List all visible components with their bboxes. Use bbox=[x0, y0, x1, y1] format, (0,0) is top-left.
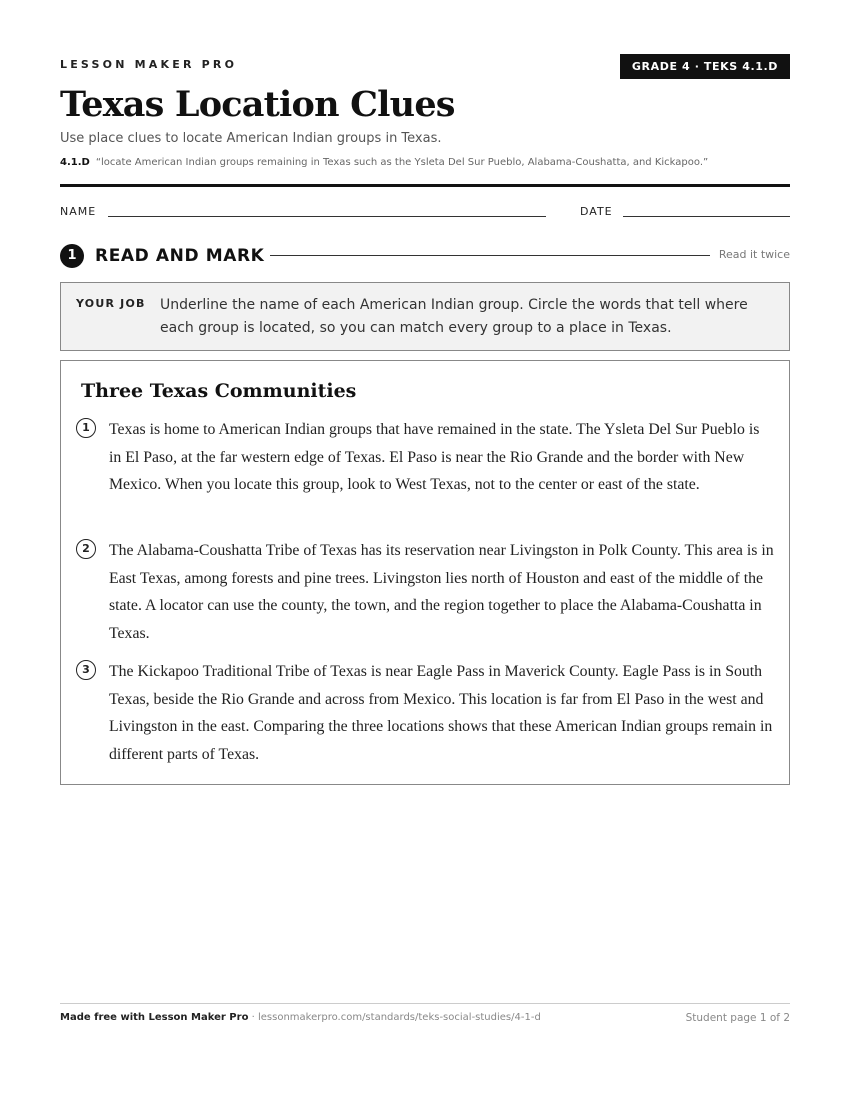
section-divider bbox=[270, 255, 710, 256]
standard-code: 4.1.D bbox=[60, 157, 90, 168]
paragraph-text[interactable]: The Kickapoo Traditional Tribe of Texas is near Eagle Pass in Maverick County. Eagle Pass is in South Texas, beside the Rio Grande and across from Mexico. This location is far from El Paso in the west and Livingston in the east. Comparing the three locations shows that these American Indian groups remain in different parts of Texas. bbox=[109, 663, 773, 763]
name-label: NAME bbox=[60, 205, 97, 218]
paragraph-text[interactable]: The Alabama-Coushatta Tribe of Texas has its reservation near Livingston in Polk County. This area is in East Texas, among forests and pine trees. Livingston lies north of Houston and east of the middle of the state. A locator can use the county, the town, and the region together to place the Alabama-Coushatta in Texas. bbox=[109, 542, 774, 642]
reading-passage bbox=[60, 360, 790, 785]
job-instructions-box bbox=[60, 282, 790, 351]
date-label: DATE bbox=[580, 205, 613, 218]
section-note: Read it twice bbox=[718, 248, 790, 261]
footer-credit bbox=[60, 1012, 541, 1023]
standard-text: “locate American Indian groups remaining in Texas such as the Ysleta Del Sur Pueblo, Alabama-Coushatta, and Kickapoo.” bbox=[95, 157, 709, 168]
footer-divider bbox=[60, 1003, 790, 1004]
page-title: Texas Location Clues bbox=[60, 84, 455, 125]
footer-url[interactable]: · lessonmakerpro.com/standards/teks-social-studies/4-1-d bbox=[248, 1012, 541, 1023]
paragraph-number-badge: 3 bbox=[76, 660, 96, 680]
job-label: YOUR JOB bbox=[76, 297, 146, 310]
section-number-badge: 1 bbox=[60, 244, 84, 268]
page-subtitle: Use place clues to locate American Indian groups in Texas. bbox=[60, 131, 442, 146]
brand-name: LESSON MAKER PRO bbox=[60, 58, 238, 71]
worksheet-page bbox=[60, 0, 790, 1100]
section-title: READ AND MARK bbox=[95, 246, 265, 266]
passage-title: Three Texas Communities bbox=[81, 380, 357, 402]
paragraph-number-badge: 2 bbox=[76, 539, 96, 559]
name-field[interactable] bbox=[108, 216, 546, 217]
paragraph-number-badge: 1 bbox=[76, 418, 96, 438]
footer-made-with: Made free with Lesson Maker Pro bbox=[60, 1012, 249, 1023]
footer-page-label: Student page 1 of 2 bbox=[685, 1012, 790, 1024]
paragraph-text[interactable]: Texas is home to American Indian groups that have remained in the state. The Ysleta Del Sur Pueblo is in El Paso, at the far western edge of Texas. El Paso is near the Rio Grande and the border with New Mexico. When you locate this group, look to West Texas, not to the center or east of the state. bbox=[109, 421, 760, 493]
job-text: Underline the name of each American Indian group. Circle the words that tell where each group is located, so you can match every group to a place in Texas. bbox=[160, 297, 748, 336]
date-field[interactable] bbox=[623, 216, 790, 217]
grade-badge: GRADE 4 · TEKS 4.1.D bbox=[620, 54, 790, 79]
standard-line bbox=[60, 157, 708, 168]
header-divider bbox=[60, 184, 790, 187]
